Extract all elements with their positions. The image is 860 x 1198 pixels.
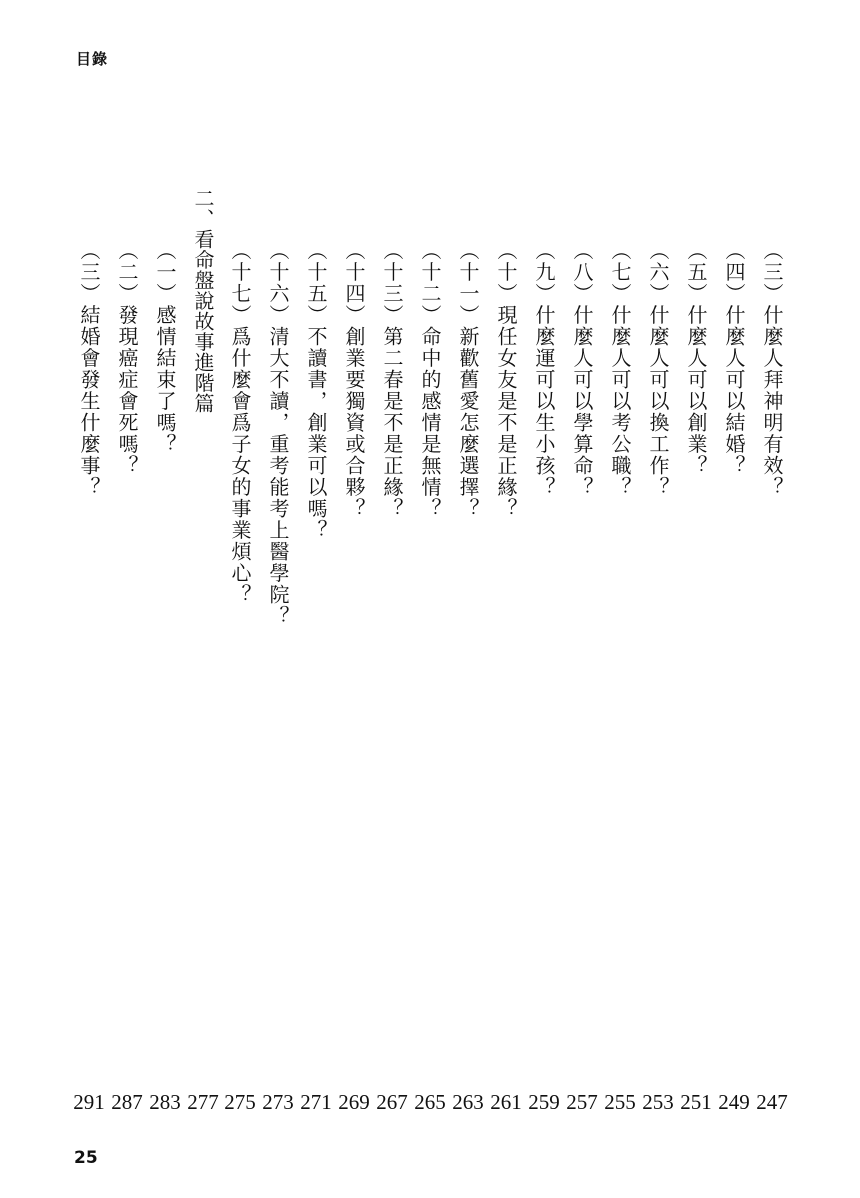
toc-section-title[interactable]: 二、看命盤說故事進階篇 bbox=[191, 188, 215, 414]
toc-entry-title[interactable]: （十一）新歡舊愛怎麼選擇？ bbox=[456, 240, 480, 520]
toc-page-number: 255 bbox=[604, 1090, 636, 1114]
toc-page-number: 267 bbox=[376, 1090, 408, 1114]
toc-page-number: 249 bbox=[718, 1090, 750, 1114]
toc-entry-title[interactable]: （四）什麼人可以結婚？ bbox=[722, 240, 746, 477]
toc-page-number: 287 bbox=[111, 1090, 143, 1114]
toc-entry-title[interactable]: （十三）第二春是不是正緣？ bbox=[380, 240, 404, 520]
toc-entry-title[interactable]: （一）感情結束了嗎？ bbox=[153, 240, 177, 455]
toc-page-number: 273 bbox=[262, 1090, 294, 1114]
toc-entry-title[interactable]: （二）發現癌症會死嗎？ bbox=[115, 240, 139, 477]
toc-entry-title[interactable]: （七）什麼人可以考公職？ bbox=[608, 240, 632, 498]
toc-page-number: 253 bbox=[642, 1090, 674, 1114]
toc-page-number: 259 bbox=[528, 1090, 560, 1114]
toc-entry-title[interactable]: （六）什麼人可以換工作？ bbox=[646, 240, 670, 498]
running-header: 目錄 bbox=[76, 50, 109, 68]
toc-entry-title[interactable]: （八）什麼人可以學算命？ bbox=[570, 240, 594, 498]
toc-entry-title[interactable]: （五）什麼人可以創業？ bbox=[684, 240, 708, 477]
toc-page-number: 261 bbox=[490, 1090, 522, 1114]
toc-page-number: 269 bbox=[338, 1090, 370, 1114]
toc-page-number: 271 bbox=[300, 1090, 332, 1114]
toc-page-number: 291 bbox=[73, 1090, 105, 1114]
page-number: 25 bbox=[74, 1148, 98, 1168]
toc-entry-title[interactable]: （十二）命中的感情是無情？ bbox=[418, 240, 442, 520]
toc-page-number: 277 bbox=[187, 1090, 219, 1114]
toc-entry-title[interactable]: （十六）清大不讀，重考能考上醫學院？ bbox=[266, 240, 290, 627]
toc-page-number: 283 bbox=[149, 1090, 181, 1114]
toc-entry-title[interactable]: （三）什麼人拜神明有效？ bbox=[760, 240, 784, 498]
toc-entry-title[interactable]: （十七）爲什麼會爲子女的事業煩心？ bbox=[228, 240, 252, 606]
toc-page-number: 251 bbox=[680, 1090, 712, 1114]
toc-page-number: 265 bbox=[414, 1090, 446, 1114]
toc-page-number: 275 bbox=[224, 1090, 256, 1114]
toc-entry-title[interactable]: （十）現任女友是不是正緣？ bbox=[494, 240, 518, 520]
toc-page-number: 257 bbox=[566, 1090, 598, 1114]
toc-entry-title[interactable]: （三）結婚會發生什麼事？ bbox=[77, 240, 101, 498]
toc-entry-title[interactable]: （九）什麼運可以生小孩？ bbox=[532, 240, 556, 498]
toc-entry-title[interactable]: （十四）創業要獨資或合夥？ bbox=[342, 240, 366, 520]
toc-page-number: 247 bbox=[756, 1090, 788, 1114]
toc-entry-title[interactable]: （十五）不讀書，創業可以嗎？ bbox=[304, 240, 328, 541]
toc-page-number: 263 bbox=[452, 1090, 484, 1114]
